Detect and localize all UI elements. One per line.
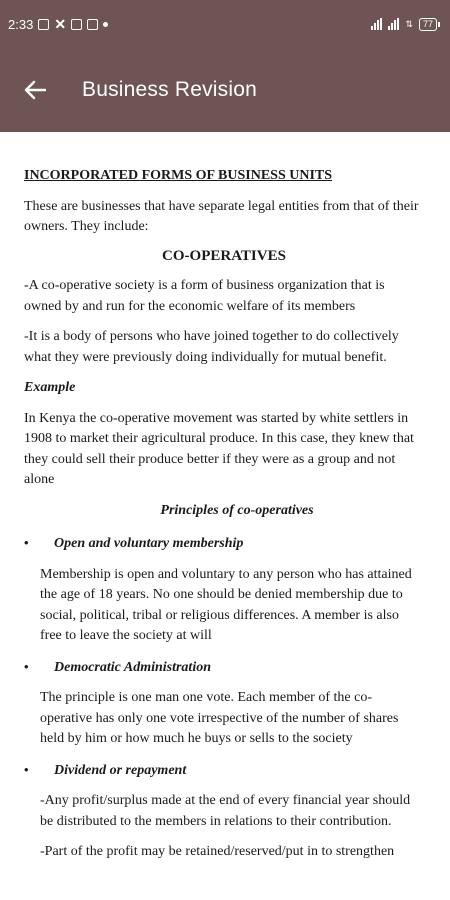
page-title: Business Revision [82,78,257,101]
mobile-data-icon: ⇅ [405,18,413,29]
bullet-icon: • [24,658,29,674]
definition-paragraph-2: -It is a body of persons who have joined together to do collectively what they were previously doing individually for mutual benefit. [24,329,399,365]
principle-bullet-3 [24,760,424,782]
signal-strength-2-icon [388,18,399,30]
definition-paragraph-1: -A co-operative society is a form of business organization that is owned by and run for the economic welfare of its members [24,278,385,314]
more-notifications-icon [103,22,108,27]
back-arrow-icon[interactable] [22,77,48,103]
principle-label: Democratic Administration [54,659,211,675]
example-label: Example [24,380,76,395]
principle-paragraph: Membership is open and voluntary to any person who has attained the age of 18 years. No one should be denied membership due to social, political, tribal or religious differences. A member is also free to leave the society at will [40,566,412,643]
principle-paragraph: The principle is one man one vote. Each member of the co-operative has only one vote irrespective of the number of shares held by him or how much he buys or sells to the society [40,690,399,746]
bullet-icon: • [24,535,29,550]
intro-paragraph: These are businesses that have separate legal entities from that of their owners. They include: [24,198,419,234]
principle-paragraph: -Any profit/surplus made at the end of every financial year should be distributed to the members in relations to their contribution. [40,793,411,829]
section-heading: INCORPORATED FORMS OF BUSINESS UNITS [24,168,333,183]
cooperatives-title: CO-OPERATIVES [162,247,286,264]
gallery-notification-icon [38,19,49,30]
bullet-icon: • [24,761,29,777]
x-app-notification-icon: ✕ [54,16,67,32]
battery-icon [419,18,440,31]
app-bar [0,48,450,132]
principle-bullet-1 [24,533,424,555]
article-content [0,132,450,863]
email-notification-icon [71,19,82,30]
principle-bullet-2 [24,657,424,679]
principle-label: Dividend or repayment [54,762,187,778]
principles-heading: Principles of co-operatives [160,502,314,518]
battery-level: 77 [419,18,437,31]
signal-strength-icon [371,18,382,30]
principle-paragraph: -Part of the profit may be retained/reserved/put in to strengthen [40,844,395,859]
status-time: 2:33 [8,16,34,32]
status-left [8,17,108,32]
status-right [371,18,440,31]
example-paragraph: In Kenya the co-operative movement was started by white settlers in 1908 to market their agricultural produce. In this case, they knew that they could sell their produce better if they were as a group and not alone [24,410,414,487]
status-bar [0,0,450,48]
app-notification-icon [87,19,98,30]
principle-label: Open and voluntary membership [54,536,244,551]
